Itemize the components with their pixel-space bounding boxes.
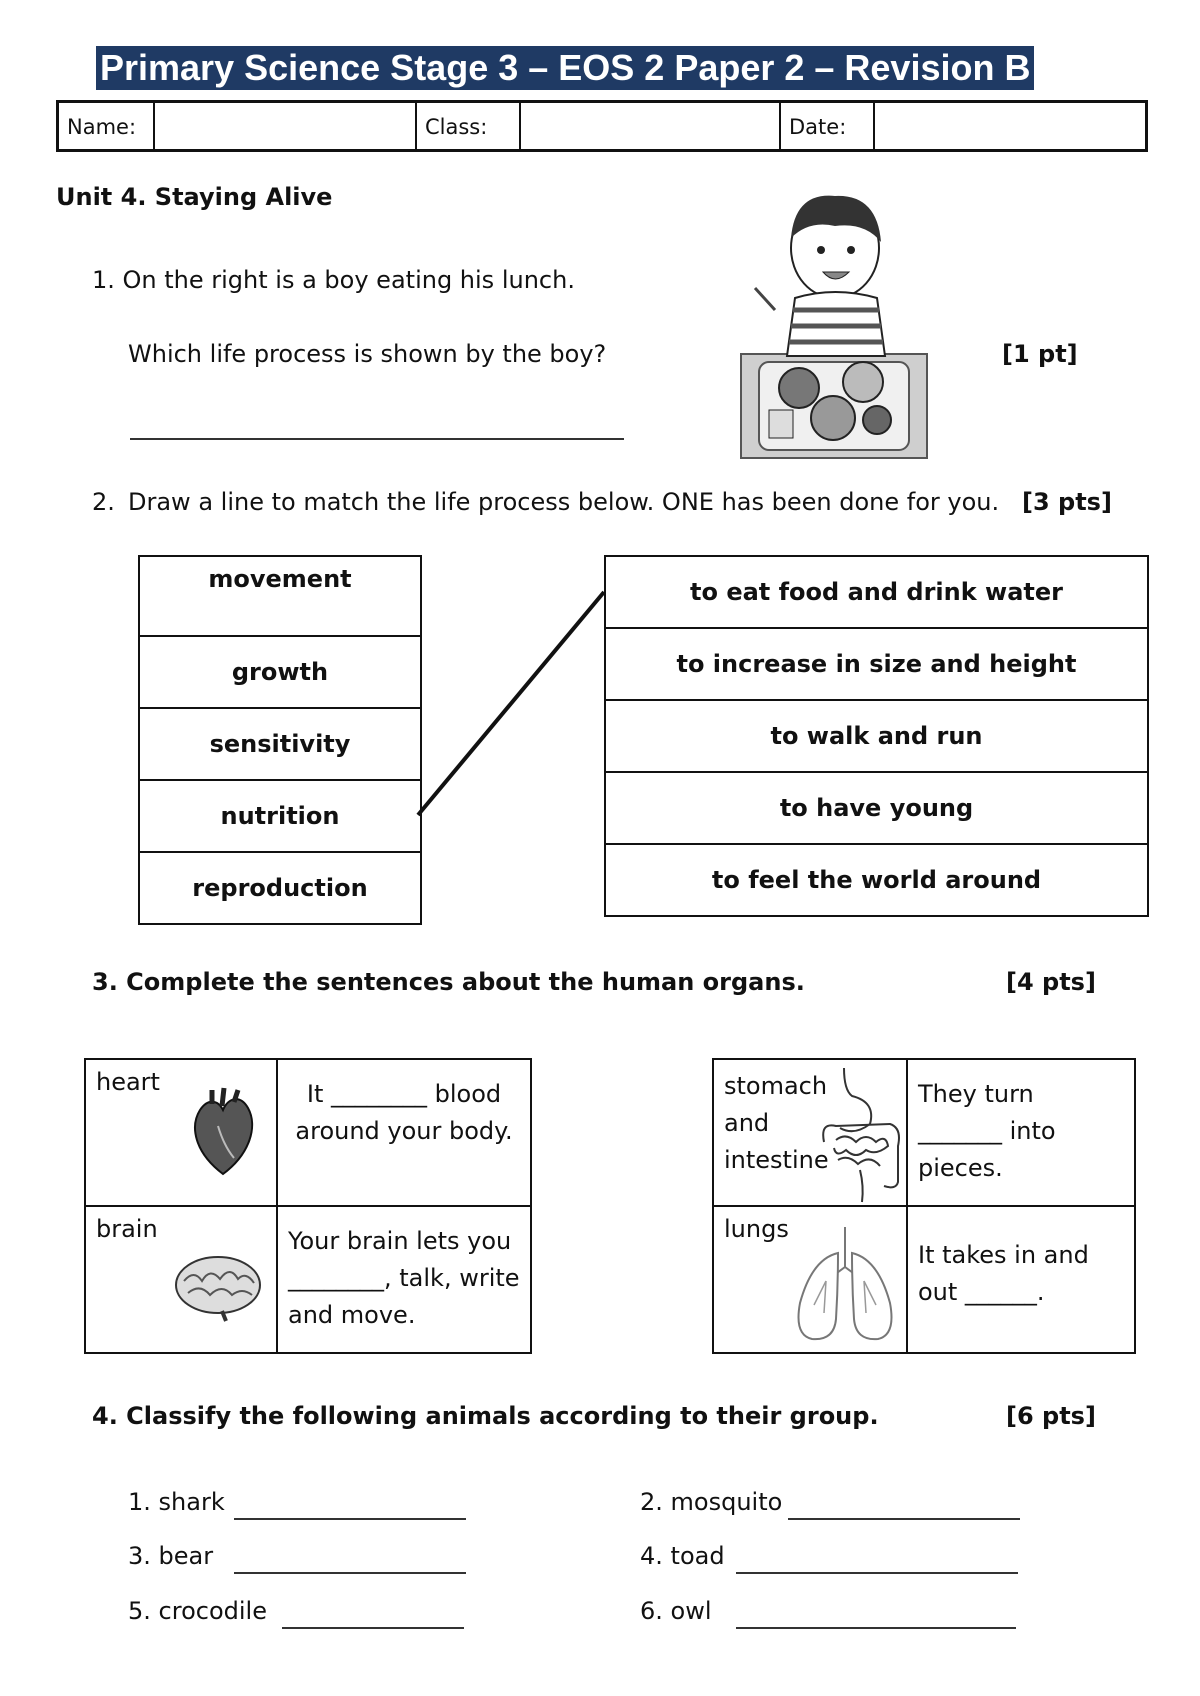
animal-item: 5. crocodile [128, 1597, 267, 1625]
stomach-cell [713, 1059, 907, 1206]
stomach-sentence: They turn _______ into pieces. [918, 1080, 1056, 1182]
process-reproduction[interactable]: reproduction [139, 852, 421, 924]
q3-text: 3. Complete the sentences about the human organs. [92, 968, 805, 996]
heart-sentence-cell[interactable] [277, 1059, 531, 1206]
lungs-icon [790, 1223, 900, 1349]
unit-heading: Unit 4. Staying Alive [56, 183, 333, 211]
animal-item: 4. toad [640, 1542, 725, 1570]
heart-label: heart [96, 1068, 160, 1096]
q2-number: 2. [92, 488, 115, 516]
q2-points: [3 pts] [1022, 488, 1112, 516]
desc-have-young[interactable]: to have young [605, 772, 1148, 844]
brain-sentence: Your brain lets you ________, talk, write and move. [288, 1227, 520, 1329]
heart-icon [188, 1086, 258, 1178]
desc-eat-drink[interactable]: to eat food and drink water [605, 556, 1148, 628]
lungs-sentence-cell[interactable] [907, 1206, 1135, 1353]
animal-answer-line[interactable] [282, 1603, 464, 1629]
date-label: Date: [781, 103, 875, 149]
brain-icon [172, 1251, 264, 1323]
animal-answer-line[interactable] [788, 1494, 1020, 1520]
brain-sentence-cell[interactable] [277, 1206, 531, 1353]
organs-table-right [712, 1058, 1136, 1354]
animal-item: 3. bear [128, 1542, 214, 1570]
example-match-line [418, 592, 604, 815]
q2-text: Draw a line to match the life process below. ONE has been done for you. [128, 488, 1000, 516]
animal-answer-line[interactable] [736, 1603, 1016, 1629]
process-sensitivity[interactable]: sensitivity [139, 708, 421, 780]
q1-text: 1. On the right is a boy eating his lunch. [92, 266, 575, 294]
organs-table-left [84, 1058, 532, 1354]
process-nutrition[interactable]: nutrition [139, 780, 421, 852]
process-movement[interactable]: movement [139, 556, 421, 636]
stomach-label: stomach and intestine [724, 1072, 829, 1174]
animal-item: 1. shark [128, 1488, 225, 1516]
animal-item: 6. owl [640, 1597, 712, 1625]
lungs-label: lungs [724, 1215, 789, 1243]
animal-answer-line[interactable] [234, 1494, 466, 1520]
brain-cell [85, 1206, 277, 1353]
q3-points: [4 pts] [1006, 968, 1096, 996]
lungs-cell [713, 1206, 907, 1353]
animal-answer-line[interactable] [736, 1548, 1018, 1574]
class-label: Class: [417, 103, 521, 149]
q1-question: Which life process is shown by the boy? [128, 340, 607, 368]
name-label: Name: [59, 103, 155, 149]
q4-text: 4. Classify the following animals according to their group. [92, 1402, 879, 1430]
heart-cell [85, 1059, 277, 1206]
desc-walk-run[interactable]: to walk and run [605, 700, 1148, 772]
process-growth[interactable]: growth [139, 636, 421, 708]
lungs-sentence: It takes in and out ______. [918, 1241, 1089, 1306]
brain-label: brain [96, 1215, 158, 1243]
desc-increase-size[interactable]: to increase in size and height [605, 628, 1148, 700]
stomach-sentence-cell[interactable] [907, 1059, 1135, 1206]
q4-points: [6 pts] [1006, 1402, 1096, 1430]
stomach-intestine-icon [814, 1062, 904, 1208]
animal-answer-line[interactable] [234, 1548, 466, 1574]
page-title: Primary Science Stage 3 – EOS 2 Paper 2 – Revision B [96, 46, 1034, 90]
desc-feel-world[interactable]: to feel the world around [605, 844, 1148, 916]
animal-item: 2. mosquito [640, 1488, 783, 1516]
heart-sentence: It ________ blood around your body. [295, 1080, 513, 1145]
q1-points: [1 pt] [1002, 340, 1078, 368]
